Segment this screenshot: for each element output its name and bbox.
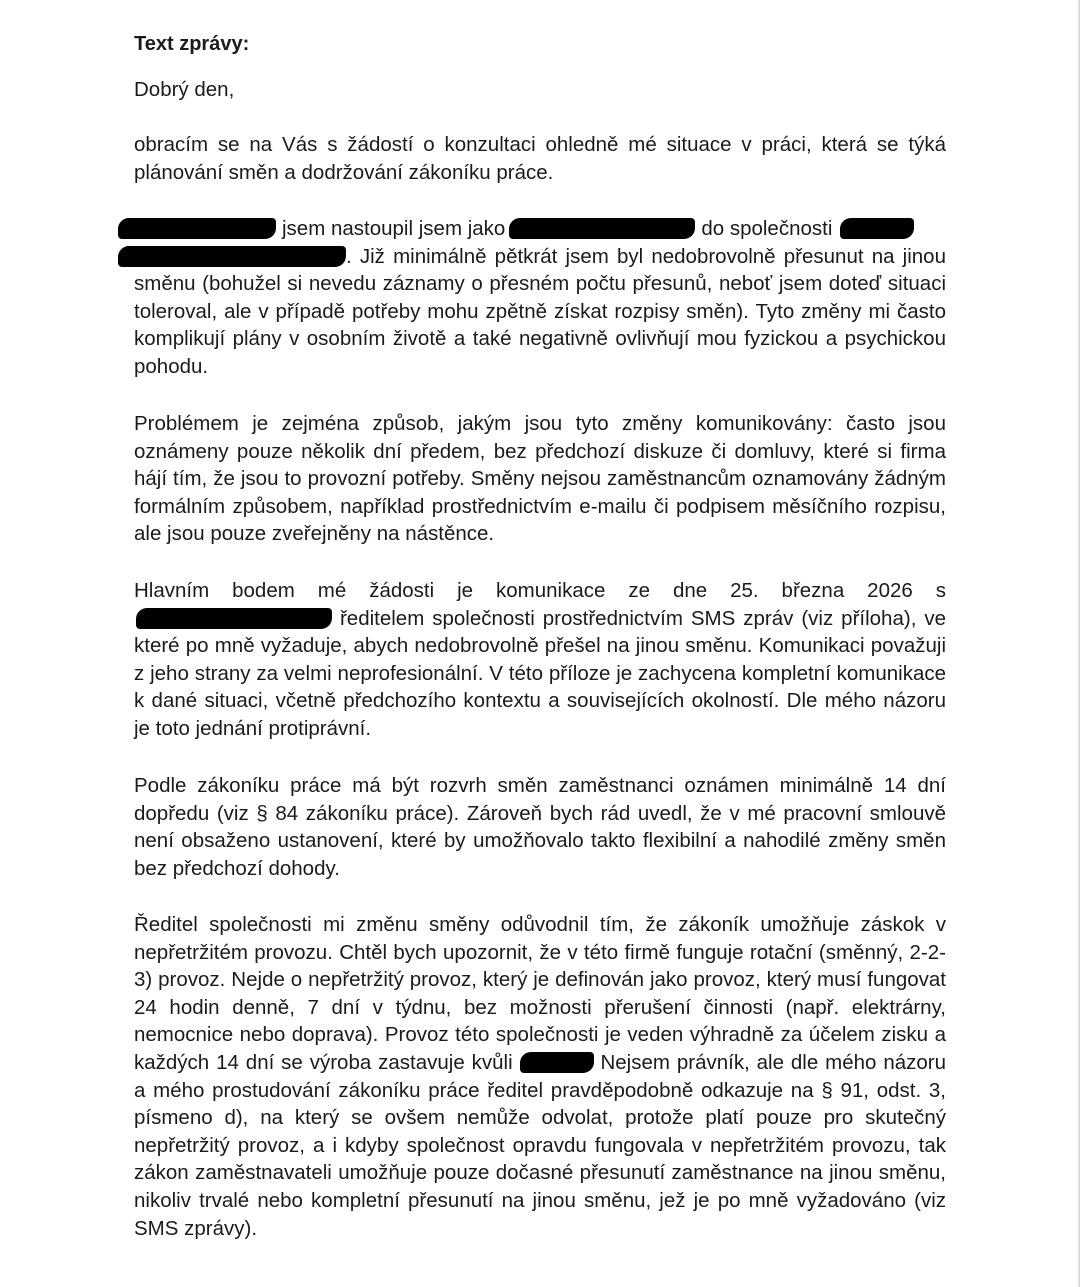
redaction-bar [520, 1052, 594, 1073]
redaction-bar [118, 218, 276, 239]
paragraph-2 [134, 215, 946, 381]
paragraph-6-segment-b: Nejsem právník, ale dle mého názoru a mého prostudování zákoníku práce ředitel pravděpodobně odkazuje na § 91, odst. 3, písmeno d), na který se ovšem nemůže odvolat, protože platí pouze pro skutečný nepřetržitý provoz, a i kdyby společnost opravdu fungovala v nepřetržitém provozu, tak zákon zaměstnavateli umožňuje pouze dočasné přesunutí zaměstnance na jinou směnu, nikoliv trvalé nebo kompletní přesunutí na jinou směnu, jež je po mně vyžadováno (viz SMS zprávy). [134, 1050, 947, 1240]
redaction-bar [509, 218, 695, 239]
paragraph-6 [134, 911, 946, 1242]
paragraph-1: obracím se na Vás s žádostí o konzultaci ohledně mé situace v práci, která se týká plánování směn a dodržování zákoníku práce. [134, 133, 946, 184]
paragraph-4 [134, 577, 946, 743]
paragraph-3: Problémem je zejména způsob, jakým jsou tyto změny komunikovány: často jsou oznámeny pouze několik dní předem, bez předchozí diskuze či domluvy, které si firma hájí tím, že jsou to provozní potřeby. Směny nejsou zaměstnancům oznamovány žádným formálním způsobem, například prostřednictvím e-mailu či podpisem měsíčního rozpisu, ale jsou pouze zveřejněny na nástěnce. [134, 412, 946, 546]
paragraph-4-segment-a: Hlavním bodem mé žádosti je komunikace ze dne 25. března 2026 s [134, 579, 946, 602]
redaction-bar [118, 246, 346, 267]
greeting: Dobrý den, [134, 78, 235, 101]
paragraph-6-segment-a: Ředitel společnosti mi změnu směny odůvodnil tím, že zákoník umožňuje záskok v nepřetržitém provozu. Chtěl bych upozornit, že v této firmě funguje rotační (směnný, 2-2-3) provoz. Nejde o nepřetržitý provoz, který je definován jako provoz, který musí fungovat 24 hodin denně, 7 dní v týdnu, bez možnosti přerušení činnosti (např. elektrárny, nemocnice nebo doprava). Provoz této společnosti je veden výhradně za účelem zisku a každých 14 dní se výroba zastavuje kvůli [134, 913, 946, 1074]
document-heading: Text zprávy: [134, 33, 250, 55]
redaction-bar [136, 608, 332, 629]
paragraph-2-segment-a: jsem nastoupil jsem jako [282, 217, 506, 240]
paragraph-5: Podle zákoníku práce má být rozvrh směn zaměstnanci oznámen minimálně 14 dní dopředu (viz § 84 zákoníku práce). Zároveň bych rád uvedl, že v mé pracovní smlouvě není obsaženo ustanovení, které by umožňovalo takto flexibilní a nahodilé změny směn bez předchozí dohody. [134, 774, 946, 880]
paragraph-2-segment-b: do společnosti [701, 217, 833, 240]
redaction-bar [840, 218, 914, 239]
paragraph-4-rest: ředitelem společnosti prostřednictvím SMS zpráv (viz příloha), ve které po mně vyžaduje, abych nedobrovolně přešel na jinou směnu. Komunikaci považuji z jeho strany za velmi neprofesionální. V této příloze je zachycena kompletní komunikace k dané situaci, včetně předchozího kontextu a souvisejících okolností. Dle mého názoru je toto jednání protiprávní. [134, 606, 946, 740]
paragraph-2-segment-c: . Již minimálně pětkrát jsem byl nedobrovolně přesunut na jinou [346, 244, 946, 268]
paragraph-2-rest: směnu (bohužel si nevedu záznamy o přesném počtu přesunů, neboť jsem doteď situaci toleroval, ale v případě potřeby mohu zpětně získat rozpisy směn). Tyto změny mi často komplikují plány v osobním životě a také negativně ovlivňují mou fyzickou a psychickou pohodu. [134, 272, 946, 378]
